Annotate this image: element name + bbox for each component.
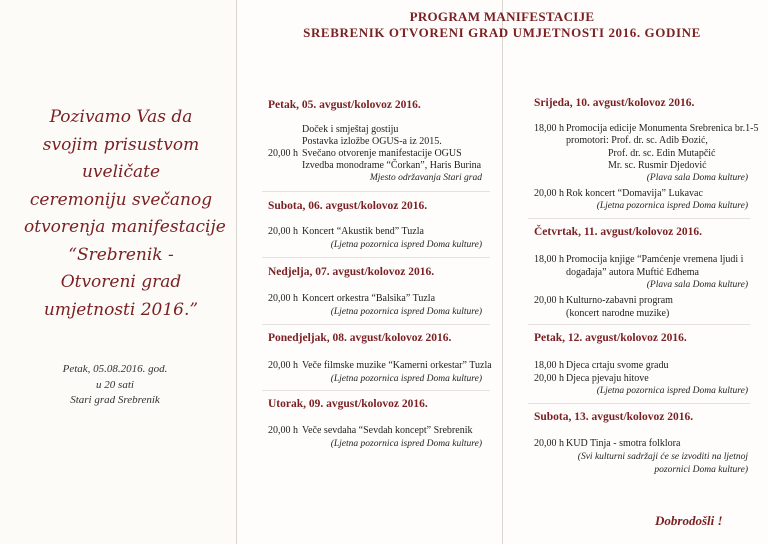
opening-date-time xyxy=(40,362,190,409)
event-text: (koncert narodne muzike) xyxy=(566,308,670,319)
fold-line xyxy=(236,0,237,544)
event-time: 20,00 h xyxy=(268,293,298,304)
program-title: PROGRAM MANIFESTACIJE xyxy=(409,9,595,24)
program-subtitle: SREBRENIK OTVORENI GRAD UMJETNOSTI 2016. GODINE xyxy=(303,25,701,40)
event-location: (Ljetna pozornica ispred Doma kulture) xyxy=(330,439,482,449)
invitation-line: Otvoreni grad xyxy=(60,272,182,292)
event-text: Promocija knjige “Pamćenje vremena ljudi i xyxy=(566,254,744,265)
event-text: Koncert orkestra “Balsika” Tuzla xyxy=(302,293,436,304)
event-text: Prof. dr. sc. Edin Mutapčić xyxy=(608,148,716,159)
day-heading: Četvrtak, 11. avgust/kolovoz 2016. xyxy=(534,226,703,238)
event-text: Rok koncert “Domavija” Lukavac xyxy=(566,188,703,199)
event-text: promotori: Prof. dr. sc. Adib Đozić, xyxy=(566,135,708,146)
day-heading: Subota, 13. avgust/kolovoz 2016. xyxy=(534,411,694,423)
divider xyxy=(528,403,750,404)
event-text: Veče filmske muzike “Kamerni orkestar” Tuzla xyxy=(302,360,492,371)
divider xyxy=(528,218,750,219)
day-heading: Petak, 12. avgust/kolovoz 2016. xyxy=(534,332,687,344)
divider xyxy=(262,191,490,192)
event-time: 18,00 h xyxy=(534,123,564,134)
event-time: 20,00 h xyxy=(534,188,564,199)
event-location: (Ljetna pozornica ispred Doma kulture) xyxy=(330,307,482,317)
event-time: 20,00 h xyxy=(268,148,298,159)
invitation-line: uveličate xyxy=(81,162,161,182)
event-location: (Plava sala Doma kulture) xyxy=(646,280,748,290)
event-location: pozornici Doma kulture) xyxy=(654,465,748,475)
divider xyxy=(528,324,750,325)
event-location: (Ljetna pozornica ispred Doma kulture) xyxy=(330,374,482,384)
invitation-line: Pozivamo Vas da xyxy=(49,107,193,127)
event-time: 18,00 h xyxy=(534,254,564,265)
event-text: Promocija edicije Monumenta Srebrenica br.1-5 xyxy=(566,123,759,134)
invitation-line: otvorenja manifestacije xyxy=(24,217,226,237)
event-time: 20,00 h xyxy=(534,438,564,449)
event-time: 20,00 h xyxy=(268,226,298,237)
event-text: Mr. sc. Rusmir Djedović xyxy=(608,160,707,171)
welcome-text: Dobrodošli ! xyxy=(655,513,723,528)
divider xyxy=(262,390,490,391)
fold-line xyxy=(502,0,503,544)
invitation-text xyxy=(24,104,226,324)
event-text: Doček i smještaj gostiju xyxy=(302,124,399,135)
day-heading: Petak, 05. avgust/kolovoz 2016. xyxy=(268,99,421,111)
event-time: 20,00 h xyxy=(268,360,298,371)
event-location: (Svi kulturni sadržaji će se izvoditi na ljetnoj xyxy=(577,452,748,462)
opening-date: Petak, 05.08.2016. god. xyxy=(62,363,168,375)
day-heading: Srijeda, 10. avgust/kolovoz 2016. xyxy=(534,97,695,109)
event-text: KUD Tinja - smotra folklora xyxy=(566,438,681,449)
event-time: 18,00 h xyxy=(534,360,564,371)
divider xyxy=(262,257,490,258)
event-text: Kulturno-zabavni program xyxy=(566,295,673,306)
opening-time: u 20 sati xyxy=(96,378,134,391)
event-location: (Ljetna pozornica ispred Doma kulture) xyxy=(596,201,748,211)
day-heading: Ponedjeljak, 08. avgust/kolovoz 2016. xyxy=(268,332,452,344)
invitation-line: “Srebrenik - xyxy=(68,244,174,265)
event-text: Svečano otvorenje manifestacije OGUS xyxy=(302,148,462,159)
event-location: (Plava sala Doma kulture) xyxy=(646,173,748,183)
event-text: Veče sevdaha “Sevdah koncept” Srebrenik xyxy=(302,425,473,436)
event-location: (Ljetna pozornica ispred Doma kulture) xyxy=(330,240,482,250)
divider xyxy=(262,324,490,325)
opening-venue: Stari grad Srebrenik xyxy=(70,394,160,406)
invitation-line: svojim prisustvom xyxy=(42,134,200,155)
day-heading: Nedjelja, 07. avgust/kolovoz 2016. xyxy=(268,266,435,278)
day-heading: Utorak, 09. avgust/kolovoz 2016. xyxy=(268,398,428,410)
event-time: 20,00 h xyxy=(534,373,564,384)
event-text: Koncert “Akustik bend” Tuzla xyxy=(302,226,424,237)
event-location: Mjesto održavanja Stari grad xyxy=(369,173,482,183)
event-text: Postavka izložbe OGUS-a iz 2015. xyxy=(302,136,442,147)
event-time: 20,00 h xyxy=(534,295,564,306)
invitation-line: umjetnosti 2016.” xyxy=(43,299,199,320)
event-text: Djeca pjevaju hitove xyxy=(566,373,649,384)
event-text: Djeca crtaju svome gradu xyxy=(566,360,669,371)
day-heading: Subota, 06. avgust/kolovoz 2016. xyxy=(268,200,428,212)
event-text: Izvedba monodrame “Čorkan”, Haris Burina xyxy=(302,160,482,171)
event-text: događaja” autora Muftić Edhema xyxy=(566,267,699,278)
event-location: (Ljetna pozornica ispred Doma kulture) xyxy=(596,386,748,396)
event-time: 20,00 h xyxy=(268,425,298,436)
invitation-line: ceremoniju svečanog xyxy=(29,189,213,210)
